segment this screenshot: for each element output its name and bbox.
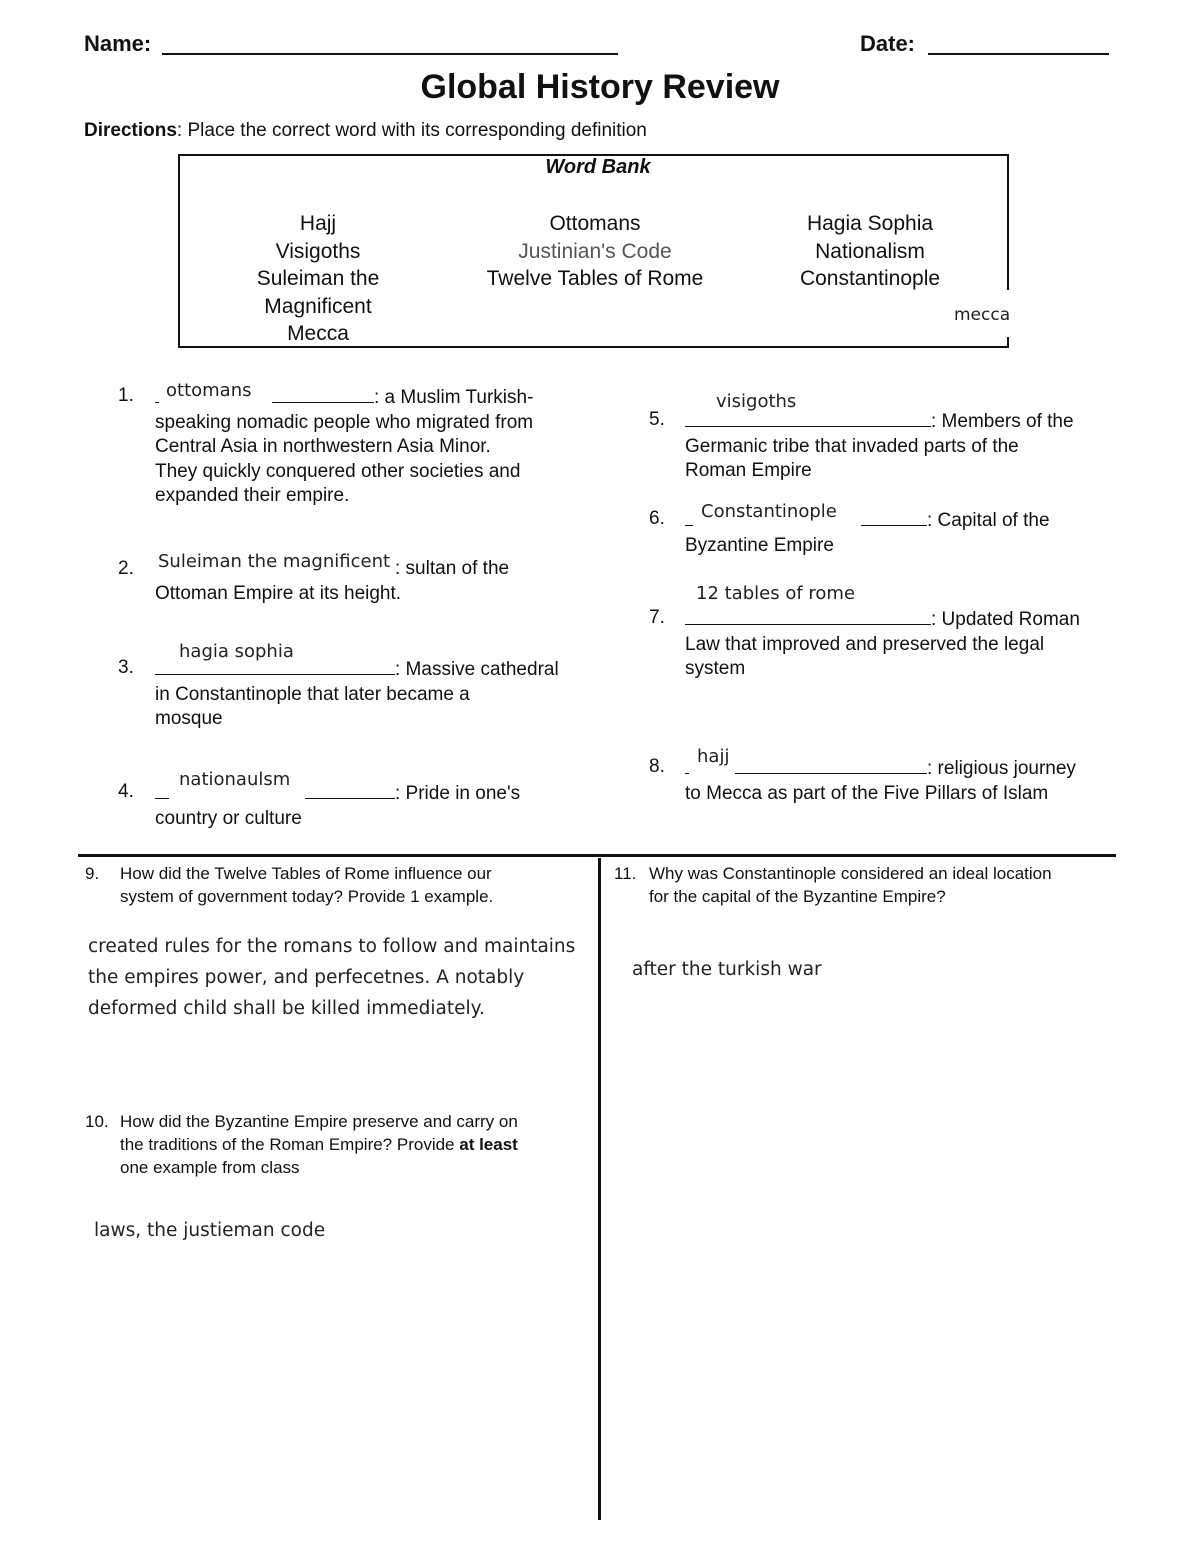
- definition-line: country or culture: [155, 807, 302, 829]
- word-bank-item: Suleiman the: [256, 267, 380, 290]
- short-question-11: [614, 862, 1124, 908]
- answer-text[interactable]: Constantinople: [701, 501, 837, 522]
- question-number: 7.: [649, 607, 665, 628]
- definition-line: : sultan of the: [395, 558, 510, 579]
- question-number: 5.: [649, 409, 665, 430]
- word-bank-item: Mecca: [287, 322, 349, 345]
- handwritten-answer: the empires power, and perfecetnes. A notably: [88, 967, 525, 988]
- definition-line: : Members of the: [931, 411, 1074, 432]
- answer-text[interactable]: 12 tables of rome: [696, 583, 856, 604]
- vertical-divider: [598, 858, 601, 1520]
- word-bank-item: Nationalism: [815, 239, 925, 263]
- question-prompt: for the capital of the Byzantine Empire?: [649, 887, 946, 906]
- word-bank-handwritten: mecca: [954, 305, 1011, 325]
- answer-text[interactable]: nationaulsm: [179, 769, 291, 790]
- handwritten-answer: laws, the justieman code: [94, 1220, 326, 1241]
- question-number: 6.: [649, 508, 665, 529]
- answer-text[interactable]: hajj: [697, 746, 730, 767]
- answer-blank[interactable]: [685, 606, 931, 625]
- answer-blank[interactable]: [305, 780, 395, 799]
- answer-area-9[interactable]: [88, 931, 575, 1024]
- word-bank-item: Twelve Tables of Rome: [486, 267, 704, 290]
- directions-label: Directions: [84, 120, 177, 141]
- short-question-9: [85, 862, 595, 908]
- question-number: 11.: [614, 864, 637, 883]
- definition-line: : Capital of the: [927, 510, 1050, 531]
- word-bank-item: Hagia Sophia: [806, 212, 934, 235]
- question-prompt: the traditions of the Roman Empire? Provide: [120, 1135, 460, 1154]
- answer-text[interactable]: Suleiman the magnificent: [158, 551, 391, 572]
- definition-line: in Constantinople that later became a: [155, 683, 470, 705]
- question-prompt: How did the Byzantine Empire preserve and carry on: [120, 1112, 518, 1131]
- definition-line: : religious journey: [927, 758, 1076, 779]
- date-field[interactable]: [928, 53, 1109, 55]
- short-question-10: [85, 1110, 595, 1179]
- directions-text: : Place the correct word with its corresponding definition: [176, 120, 647, 141]
- question-prompt-emphasis: at least: [459, 1135, 518, 1154]
- word-bank-column-1: [218, 210, 418, 348]
- word-bank-item: Visigoths: [275, 239, 361, 263]
- answer-blank[interactable]: [272, 384, 374, 403]
- question-7: [685, 606, 1125, 682]
- word-bank-column-3: [770, 210, 970, 293]
- answer-text[interactable]: hagia sophia: [179, 641, 294, 662]
- word-bank-item: Hajj: [299, 212, 337, 235]
- question-number: 1.: [118, 385, 134, 406]
- handwritten-answer: created rules for the romans to follow and maintains: [88, 936, 576, 957]
- definition-line: Law that improved and preserved the legal: [685, 633, 1045, 655]
- word-bank-item: Ottomans: [549, 212, 641, 235]
- definition-line: They quickly conquered other societies and: [155, 460, 521, 482]
- question-3: [155, 656, 595, 732]
- word-bank-item: Constantinople: [799, 267, 941, 290]
- answer-text[interactable]: visigoths: [716, 391, 797, 412]
- definition-line: Germanic tribe that invaded parts of the: [685, 435, 1019, 457]
- question-2: [155, 557, 595, 606]
- definition-line: Roman Empire: [685, 460, 812, 481]
- question-6: [685, 507, 1125, 558]
- word-bank-item: Justinian's Code: [518, 239, 672, 263]
- question-prompt: How did the Twelve Tables of Rome influence our: [120, 864, 492, 883]
- handwritten-answer: deformed child shall be killed immediately.: [88, 998, 485, 1019]
- horizontal-divider: [78, 854, 1116, 857]
- question-number: 4.: [118, 781, 134, 802]
- answer-area-11[interactable]: [632, 954, 822, 985]
- definition-line: speaking nomadic people who migrated from: [155, 411, 534, 433]
- answer-blank[interactable]: [685, 408, 931, 427]
- name-label: Name:: [84, 31, 152, 56]
- handwritten-answer: after the turkish war: [632, 959, 822, 980]
- definition-line: expanded their empire.: [155, 485, 350, 506]
- definition-line: Byzantine Empire: [685, 534, 834, 556]
- definition-line: : Pride in one's: [395, 783, 521, 804]
- question-prompt: one example from class: [120, 1158, 300, 1177]
- date-label: Date:: [860, 31, 916, 56]
- question-number: 8.: [649, 756, 665, 777]
- definition-line: Ottoman Empire at its height.: [155, 582, 402, 604]
- definition-line: mosque: [155, 708, 223, 729]
- question-prompt: Why was Constantinople considered an ideal location: [649, 864, 1052, 883]
- question-5: [685, 408, 1125, 484]
- definition-line: Central Asia in northwestern Asia Minor.: [155, 436, 491, 457]
- question-number: 10.: [85, 1112, 109, 1131]
- definition-line: system: [685, 658, 746, 679]
- name-field[interactable]: [162, 53, 618, 55]
- page-title: Global History Review: [420, 68, 780, 106]
- question-number: 2.: [118, 558, 134, 579]
- question-1: [155, 384, 595, 509]
- word-bank-column-2: [465, 210, 725, 293]
- question-number: 3.: [118, 657, 134, 678]
- definition-line: : Updated Roman: [931, 609, 1080, 630]
- definition-line: : a Muslim Turkish-: [374, 387, 534, 408]
- word-bank-item: Magnificent: [264, 294, 372, 318]
- answer-blank[interactable]: [735, 755, 927, 774]
- definition-line: to Mecca as part of the Five Pillars of Islam: [685, 782, 1049, 804]
- question-prompt: system of government today? Provide 1 example.: [120, 887, 494, 906]
- question-number: 9.: [85, 864, 100, 883]
- answer-area-10[interactable]: [94, 1215, 325, 1246]
- question-8: [685, 755, 1125, 806]
- directions: [84, 120, 647, 142]
- answer-text[interactable]: ottomans: [166, 380, 252, 401]
- question-4: [155, 780, 595, 831]
- word-bank-title: Word Bank: [545, 156, 651, 178]
- answer-blank[interactable]: [861, 507, 927, 526]
- answer-blank[interactable]: [155, 656, 395, 675]
- word-bank-border: [1007, 337, 1009, 346]
- definition-line: : Massive cathedral: [395, 659, 559, 680]
